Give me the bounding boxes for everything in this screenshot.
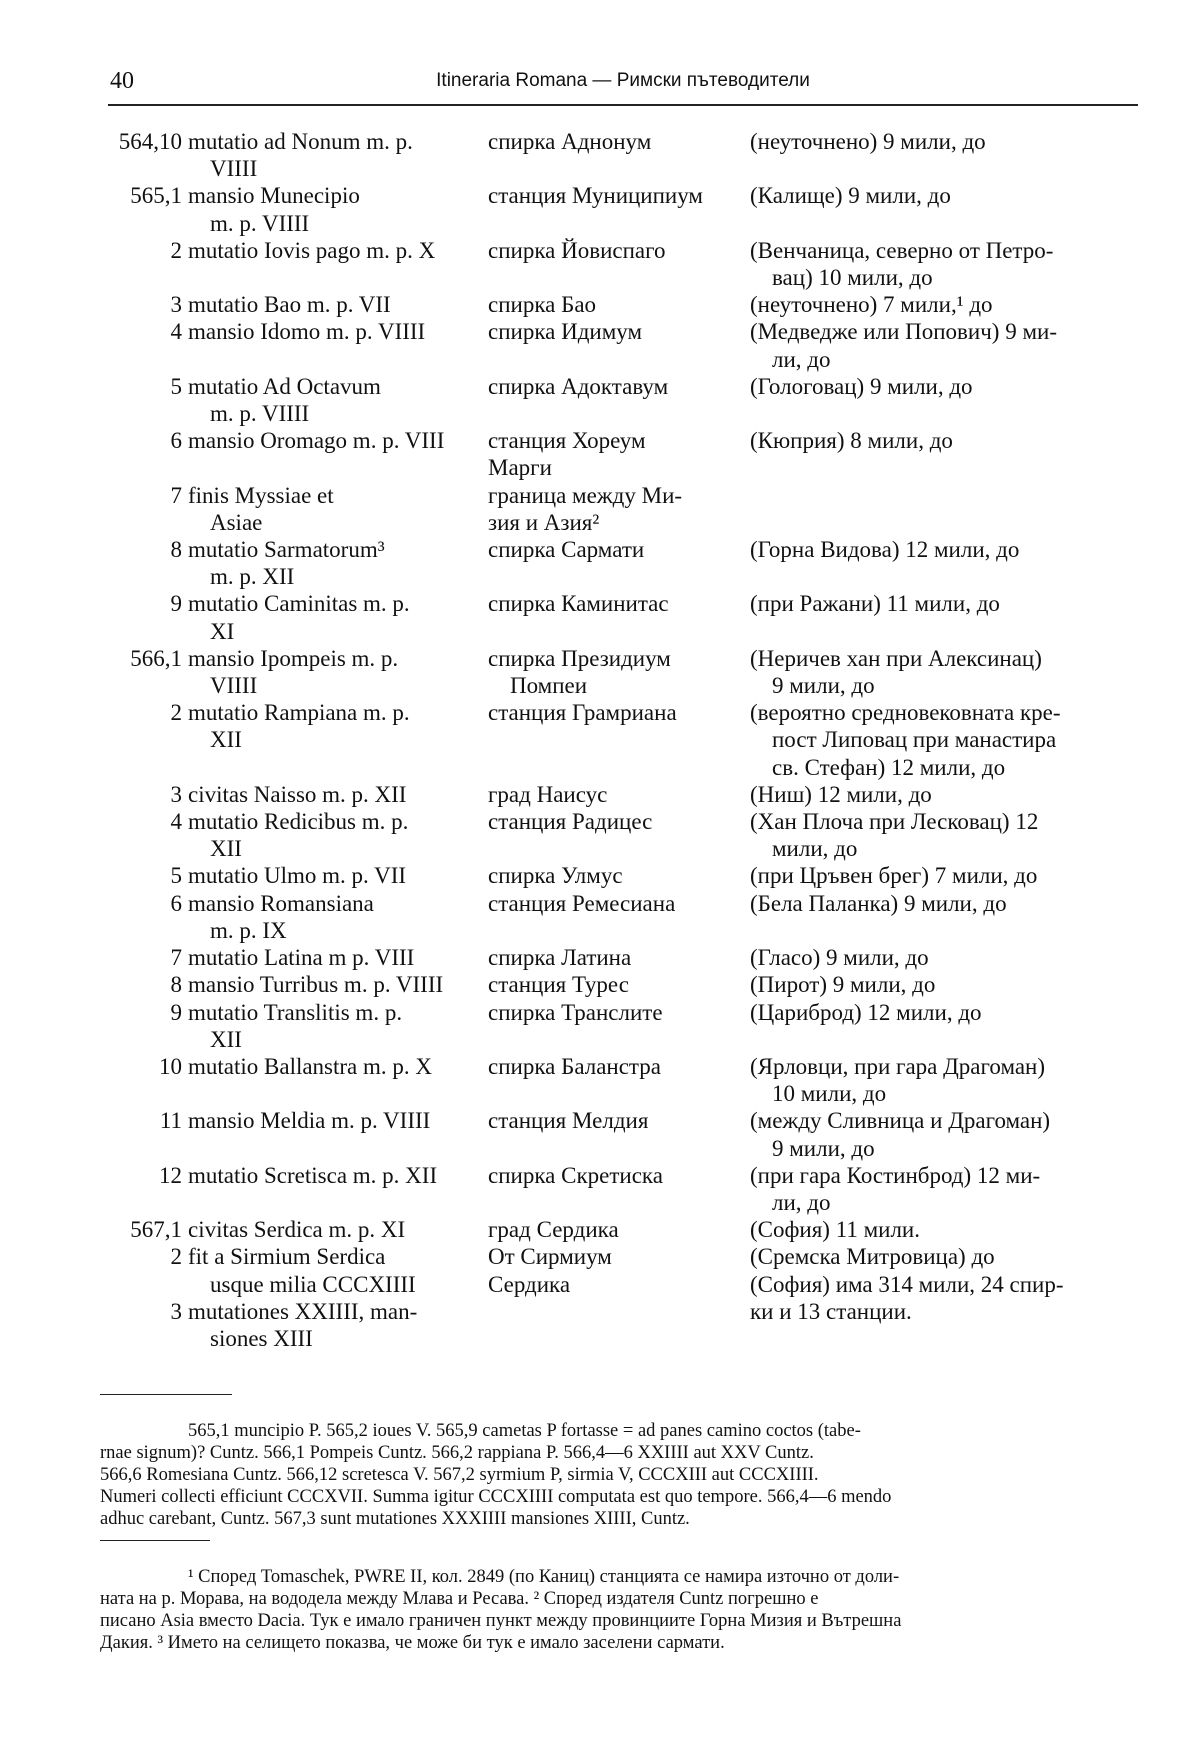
latin-text-line: mansio Idomo m. p. VIIII xyxy=(188,319,426,345)
latin-text-line: finis Myssiae et xyxy=(188,482,334,508)
entry-number: 3 xyxy=(170,1298,182,1324)
apparatus-line: 565,1 muncipio P. 565,2 ioues V. 565,9 cametas P fortasse = ad panes camino coctos (tabe- xyxy=(188,1421,861,1441)
location-note-line: (Пирот) 9 мили, до xyxy=(750,972,936,998)
bulgarian-text-line: спирка Адоктавум xyxy=(488,373,669,399)
critical-apparatus xyxy=(100,1420,1130,1530)
entry-number: 2 xyxy=(170,237,182,263)
table-row xyxy=(100,373,1140,427)
location-note-cell xyxy=(750,944,1134,971)
bulgarian-text-cell xyxy=(488,291,750,318)
bulgarian-text-cell xyxy=(488,237,750,291)
entry-number: 8 xyxy=(170,972,182,998)
location-note-cell xyxy=(750,781,1134,808)
table-row xyxy=(100,291,1140,318)
bulgarian-text-cell xyxy=(488,182,750,236)
latin-text-cell xyxy=(188,944,488,971)
bulgarian-text-cell xyxy=(488,1216,750,1243)
location-note-cell xyxy=(750,128,1134,182)
latin-text-cell xyxy=(188,128,488,182)
location-note-cell xyxy=(750,808,1134,862)
location-note-cell xyxy=(750,237,1134,291)
latin-text-cell xyxy=(188,182,488,236)
bulgarian-text-cell xyxy=(488,1243,750,1297)
bulgarian-text-line: спирка Президиум xyxy=(488,645,671,671)
bulgarian-text-line: От Сирмиум xyxy=(488,1244,612,1270)
apparatus-line: rnae signum)? Cuntz. 566,1 Pompeis Cuntz. 566,2 rappiana P. 566,4—6 XXIIII aut XXV Cuntz. xyxy=(100,1443,814,1463)
latin-text-line: m. p. VIIII xyxy=(210,401,310,427)
location-note-cell xyxy=(750,373,1134,427)
location-note-line: пост Липовац при манастира xyxy=(772,727,1057,753)
location-note-line: (Хан Плоча при Лесковац) 12 xyxy=(750,809,1039,835)
entry-number: 567,1 xyxy=(130,1217,182,1243)
location-note-line: св. Стефан) 12 мили, до xyxy=(772,754,1006,780)
latin-text-cell xyxy=(188,590,488,644)
bulgarian-text-cell xyxy=(488,482,750,536)
location-note-cell xyxy=(750,427,1134,481)
latin-text-line: mutatio Scretisca m. p. XII xyxy=(188,1162,438,1188)
latin-text-line: XII xyxy=(210,836,242,862)
location-note-cell xyxy=(750,1216,1134,1243)
location-note-line: (Горна Видова) 12 мили, до xyxy=(750,537,1020,563)
location-note-line: (неуточнено) 9 мили, до xyxy=(750,129,986,154)
bulgarian-text-line: Марги xyxy=(488,455,552,481)
latin-text-cell xyxy=(188,318,488,372)
latin-text-line: mutatio Translitis m. p. xyxy=(188,999,403,1025)
table-row xyxy=(100,590,1140,644)
latin-text-cell xyxy=(188,1216,488,1243)
latin-text-cell xyxy=(188,1298,488,1352)
bulgarian-text-line: станция Турес xyxy=(488,972,629,998)
location-note-line: (Кюприя) 8 мили, до xyxy=(750,428,953,454)
bulgarian-text-line: спирка Каминитас xyxy=(488,591,669,617)
bulgarian-text-cell xyxy=(488,862,750,889)
latin-text-line: mansio Turribus m. p. VIIII xyxy=(188,972,444,998)
footnote-line: писано Asia вместо Dacia. Тук е имало граничен пункт между провинциите Горна Мизия и Вътрешна xyxy=(100,1611,902,1631)
latin-text-line: usque milia CCCXIIII xyxy=(210,1271,416,1297)
latin-text-line: mutatio Bao m. p. VII xyxy=(188,292,391,318)
apparatus-line: Numeri collecti efficiunt CCCXVII. Summa igitur CCCXIIII computata est quo tempore. 566,4—6 mendo xyxy=(100,1487,892,1507)
entry-number: 3 xyxy=(170,781,182,807)
location-note-line: (неуточнено) 7 мили,¹ до xyxy=(750,292,993,318)
location-note-line: (Бела Паланка) 9 мили, до xyxy=(750,890,1007,916)
latin-text-line: mansio Oromago m. p. VIII xyxy=(188,428,445,454)
bulgarian-text-cell xyxy=(488,373,750,427)
location-note-line: (при Цръвен брег) 7 мили, до xyxy=(750,863,1038,889)
latin-text-cell xyxy=(188,373,488,427)
bulgarian-text-line: спирка Бао xyxy=(488,292,597,318)
bulgarian-text-line: град Сердика xyxy=(488,1217,619,1243)
latin-text-line: civitas Serdica m. p. XI xyxy=(188,1217,406,1243)
latin-text-cell xyxy=(188,1053,488,1107)
entry-number: 6 xyxy=(170,428,182,454)
latin-text-line: mutatio Ballanstra m. p. X xyxy=(188,1053,433,1079)
itinerary-table xyxy=(100,128,1140,1352)
location-note-line: (Медведже или Попович) 9 ми- xyxy=(750,319,1057,345)
footnotes xyxy=(100,1566,1130,1654)
latin-text-line: mutatio ad Nonum m. p. xyxy=(188,129,413,154)
location-note-line: 9 мили, до xyxy=(772,1135,875,1161)
location-note-cell xyxy=(750,890,1134,944)
location-note-line: (Сремска Митровица) до xyxy=(750,1244,995,1270)
table-row xyxy=(100,862,1140,889)
location-note-cell xyxy=(750,482,1134,536)
latin-text-line: mansio Romansiana xyxy=(188,890,374,916)
bulgarian-text-cell xyxy=(488,590,750,644)
running-title: Itineraria Romana — Римски пътеводители xyxy=(436,70,810,91)
latin-text-line: m. p. XII xyxy=(210,564,295,590)
entry-number: 4 xyxy=(170,809,182,835)
bulgarian-text-line: спирка Латина xyxy=(488,945,632,971)
latin-text-line: m. p. IX xyxy=(210,917,287,943)
table-row xyxy=(100,482,1140,536)
location-note-line: (София) 11 мили. xyxy=(750,1217,920,1243)
footnote-line: ната на р. Морава, на вододела между Млава и Ресава. ² Според издателя Cuntz погрешно е xyxy=(100,1589,819,1609)
location-note-line: (София) има 314 мили, 24 спир- xyxy=(750,1271,1064,1297)
latin-text-cell xyxy=(188,862,488,889)
entry-number: 7 xyxy=(170,482,182,508)
location-note-cell xyxy=(750,971,1134,998)
bulgarian-text-line: град Наисус xyxy=(488,781,608,807)
location-note-cell xyxy=(750,1053,1134,1107)
entry-number: 6 xyxy=(170,890,182,916)
bulgarian-text-cell xyxy=(488,318,750,372)
bulgarian-text-line: граница между Ми- xyxy=(488,482,683,508)
entry-number: 565,1 xyxy=(130,183,182,209)
entry-number: 9 xyxy=(170,591,182,617)
location-note-line: (при гара Костинброд) 12 ми- xyxy=(750,1162,1041,1188)
bulgarian-text-line: станция Муниципиум xyxy=(488,183,703,209)
table-row xyxy=(100,237,1140,291)
table-row xyxy=(100,1107,1140,1161)
page-number: 40 xyxy=(110,68,134,94)
latin-text-line: mutatio Latina m p. VIII xyxy=(188,945,415,971)
table-row xyxy=(100,536,1140,590)
table-row xyxy=(100,781,1140,808)
table-row xyxy=(100,645,1140,699)
bulgarian-text-cell xyxy=(488,699,750,781)
entry-number: 7 xyxy=(170,945,182,971)
table-row xyxy=(100,1298,1140,1352)
footnote-line: Дакия. ³ Името на селището показва, че може би тук е имало заселени сармати. xyxy=(100,1633,725,1653)
latin-text-cell xyxy=(188,645,488,699)
bulgarian-text-line: спирка Идимум xyxy=(488,319,643,345)
table-row xyxy=(100,1053,1140,1107)
table-row xyxy=(100,944,1140,971)
bulgarian-text-line: спирка Йовиспаго xyxy=(488,237,666,263)
bulgarian-text-cell xyxy=(488,1298,750,1352)
footnote-separator xyxy=(100,1540,210,1541)
table-row xyxy=(100,890,1140,944)
location-note-line: (Ниш) 12 мили, до xyxy=(750,781,932,807)
location-note-cell xyxy=(750,318,1134,372)
latin-text-line: mutationes XXIIII, man- xyxy=(188,1298,418,1324)
latin-text-line: m. p. VIIII xyxy=(210,210,310,236)
location-note-line: (Венчаница, северно от Петро- xyxy=(750,237,1054,263)
latin-text-line: mansio Meldia m. p. VIIII xyxy=(188,1108,431,1134)
latin-text-line: mutatio Rampiana m. p. xyxy=(188,700,410,726)
table-row xyxy=(100,999,1140,1053)
bulgarian-text-line: спирка Улмус xyxy=(488,863,623,889)
latin-text-line: mutatio Caminitas m. p. xyxy=(188,591,410,617)
location-note-line: (Гласо) 9 мили, до xyxy=(750,945,929,971)
location-note-cell xyxy=(750,182,1134,236)
entry-number: 5 xyxy=(170,863,182,889)
location-note-cell xyxy=(750,1298,1134,1352)
latin-text-line: XII xyxy=(210,727,242,753)
entry-number: 2 xyxy=(170,700,182,726)
location-note-line: (при Ражани) 11 мили, до xyxy=(750,591,1000,617)
latin-text-cell xyxy=(188,536,488,590)
location-note-line: (вероятно средновековната кре- xyxy=(750,700,1061,726)
bulgarian-text-cell xyxy=(488,1162,750,1216)
latin-text-line: mutatio Redicibus m. p. xyxy=(188,809,409,835)
bulgarian-text-cell xyxy=(488,536,750,590)
latin-text-line: VIIII xyxy=(210,673,258,699)
table-row xyxy=(100,971,1140,998)
location-note-line: 10 мили, до xyxy=(772,1081,887,1107)
bulgarian-text-cell xyxy=(488,1053,750,1107)
footnote-separator xyxy=(100,1394,232,1395)
location-note-cell xyxy=(750,536,1134,590)
bulgarian-text-line: Сердика xyxy=(488,1271,571,1297)
latin-text-line: siones XIII xyxy=(210,1325,313,1351)
bulgarian-text-line: станция Радицес xyxy=(488,809,653,835)
running-header xyxy=(108,64,1138,106)
table-row xyxy=(100,699,1140,781)
bulgarian-text-line: станция Мелдия xyxy=(488,1108,649,1134)
bulgarian-text-line: спирка Транслите xyxy=(488,999,663,1025)
bulgarian-text-line: станция Хореум xyxy=(488,428,646,454)
footnote-line: ¹ Според Tomaschek, PWRE II, кол. 2849 (по Каниц) станцията се намира източно от доли- xyxy=(188,1567,900,1587)
location-note-cell xyxy=(750,862,1134,889)
bulgarian-text-line: спирка Баланстра xyxy=(488,1053,661,1079)
latin-text-cell xyxy=(188,1243,488,1297)
bulgarian-text-cell xyxy=(488,808,750,862)
bulgarian-text-cell xyxy=(488,645,750,699)
entry-number: 566,1 xyxy=(130,645,182,671)
location-note-line: (Калище) 9 мили, до xyxy=(750,183,951,209)
location-note-line: (между Сливница и Драгоман) xyxy=(750,1108,1051,1134)
latin-text-cell xyxy=(188,1107,488,1161)
location-note-line: ли, до xyxy=(772,1189,831,1215)
location-note-cell xyxy=(750,1107,1134,1161)
bulgarian-text-line: спирка Скретиска xyxy=(488,1162,663,1188)
apparatus-line: 566,6 Romesiana Cuntz. 566,12 scretesca V. 567,2 syrmium P, sirmia V, CCCXIII aut CCCXIIII. xyxy=(100,1465,819,1485)
latin-text-line: mutatio Iovis pago m. p. X xyxy=(188,237,436,263)
location-note-cell xyxy=(750,999,1134,1053)
apparatus-line: adhuc carebant, Cuntz. 567,3 sunt mutationes XXXIIII mansiones XIIII, Cuntz. xyxy=(100,1509,690,1529)
latin-text-line: XI xyxy=(210,618,235,644)
latin-text-cell xyxy=(188,699,488,781)
bulgarian-text-line: станция Ремесиана xyxy=(488,890,676,916)
location-note-line: ли, до xyxy=(772,346,831,372)
latin-text-cell xyxy=(188,808,488,862)
entry-number: 4 xyxy=(170,319,182,345)
table-row xyxy=(100,1162,1140,1216)
location-note-line: 9 мили, до xyxy=(772,673,875,699)
latin-text-cell xyxy=(188,971,488,998)
latin-text-line: civitas Naisso m. p. XII xyxy=(188,781,407,807)
table-row xyxy=(100,1216,1140,1243)
location-note-cell xyxy=(750,1243,1134,1297)
location-note-line: мили, до xyxy=(772,836,858,862)
location-note-line: (Неричев хан при Алексинац) xyxy=(750,645,1042,671)
table-row xyxy=(100,427,1140,481)
latin-text-cell xyxy=(188,237,488,291)
entry-number: 5 xyxy=(170,373,182,399)
latin-text-line: mutatio Sarmatorum³ xyxy=(188,537,385,563)
entry-number: 11 xyxy=(159,1108,182,1134)
location-note-line: ки и 13 станции. xyxy=(750,1298,912,1324)
location-note-cell xyxy=(750,699,1134,781)
bulgarian-text-cell xyxy=(488,427,750,481)
latin-text-line: Asiae xyxy=(210,509,263,535)
location-note-cell xyxy=(750,291,1134,318)
bulgarian-text-cell xyxy=(488,944,750,971)
entry-number: 9 xyxy=(170,999,182,1025)
bulgarian-text-line: зия и Азия² xyxy=(488,509,600,535)
bulgarian-text-cell xyxy=(488,1107,750,1161)
bulgarian-text-cell xyxy=(488,971,750,998)
bulgarian-text-cell xyxy=(488,890,750,944)
table-row xyxy=(100,1243,1140,1297)
bulgarian-text-cell xyxy=(488,128,750,182)
latin-text-cell xyxy=(188,890,488,944)
bulgarian-text-line: Помпеи xyxy=(510,673,588,699)
latin-text-line: XII xyxy=(210,1026,242,1052)
latin-text-cell xyxy=(188,999,488,1053)
table-row xyxy=(100,318,1140,372)
latin-text-cell xyxy=(188,1162,488,1216)
table-row xyxy=(100,182,1140,236)
latin-text-line: VIIII xyxy=(210,156,258,182)
entry-number: 2 xyxy=(170,1244,182,1270)
latin-text-line: mansio Munecipio xyxy=(188,183,360,209)
bulgarian-text-cell xyxy=(488,781,750,808)
entry-number: 3 xyxy=(170,292,182,318)
bulgarian-text-line: спирка Аднонум xyxy=(488,129,652,154)
table-row xyxy=(100,808,1140,862)
bulgarian-text-line: станция Грамриана xyxy=(488,700,677,726)
latin-text-cell xyxy=(188,781,488,808)
location-note-cell xyxy=(750,1162,1134,1216)
latin-text-cell xyxy=(188,482,488,536)
bulgarian-text-line: спирка Сармати xyxy=(488,537,645,563)
location-note-line: (Гологовац) 9 мили, до xyxy=(750,373,973,399)
latin-text-line: fit a Sirmium Serdica xyxy=(188,1244,386,1270)
latin-text-line: mutatio Ulmo m. p. VII xyxy=(188,863,407,889)
latin-text-cell xyxy=(188,291,488,318)
bulgarian-text-cell xyxy=(488,999,750,1053)
table-row xyxy=(100,128,1140,182)
entry-number: 12 xyxy=(159,1162,182,1188)
location-note-line: (Ярловци, при гара Драгоман) xyxy=(750,1053,1046,1079)
location-note-line: (Цариброд) 12 мили, до xyxy=(750,999,982,1025)
entry-number: 564,10 xyxy=(118,129,182,154)
latin-text-line: mansio Ipompeis m. p. xyxy=(188,645,399,671)
latin-text-cell xyxy=(188,427,488,481)
location-note-cell xyxy=(750,590,1134,644)
location-note-cell xyxy=(750,645,1134,699)
entry-number: 10 xyxy=(159,1053,182,1079)
entry-number: 8 xyxy=(170,537,182,563)
latin-text-line: mutatio Ad Octavum xyxy=(188,373,381,399)
location-note-line: вац) 10 мили, до xyxy=(772,265,933,291)
